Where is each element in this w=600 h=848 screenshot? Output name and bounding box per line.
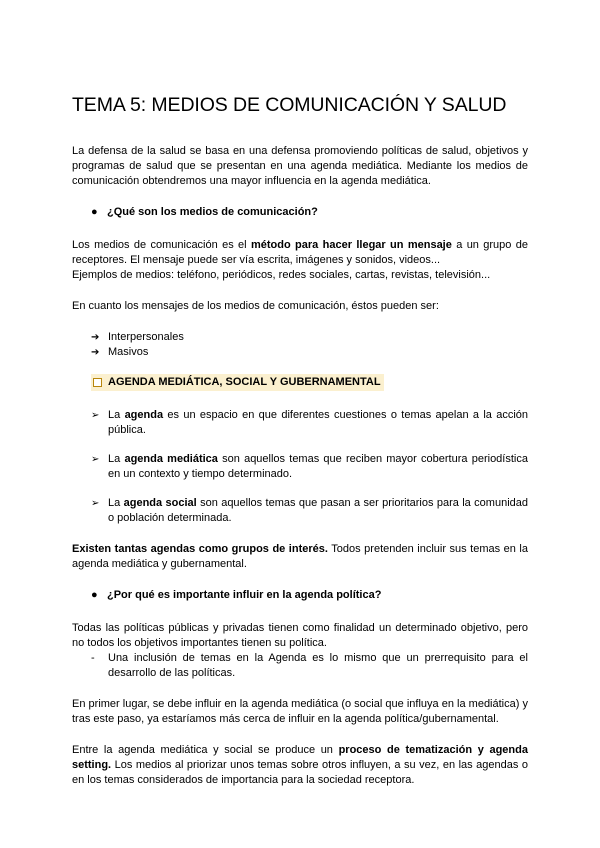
document-page bbox=[72, 92, 528, 788]
first-paragraph: En primer lugar, se debe influir en la agenda mediática (o social que influya en la mediática) y tras este paso, ya estaríamos más cerca de influir en la agenda política/gubernamental. bbox=[72, 698, 528, 725]
bullet-dot-icon: ● bbox=[91, 589, 98, 601]
definition-item: ➢ La agenda es un espacio en que diferentes cuestiones o temas apelan a la acción pública. bbox=[91, 409, 529, 436]
section-heading: AGENDA MEDIÁTICA, SOCIAL Y GUBERNAMENTAL bbox=[91, 374, 384, 391]
types-list bbox=[72, 330, 528, 360]
policies-paragraph: Todas las políticas públicas y privadas tienen como finalidad un determinado objetivo, pero no todos los objetivos importantes tienen su política. bbox=[72, 622, 528, 649]
dash-list-item: - Una inclusión de temas en la Agenda es lo mismo que un prerrequisito para el desarrollo de las políticas. bbox=[91, 652, 528, 679]
chevron-arrow-icon: ➢ bbox=[91, 410, 100, 421]
bullet-dot-icon: ● bbox=[91, 206, 98, 218]
list-item: ➔ Interpersonales bbox=[91, 331, 184, 343]
examples-line: Ejemplos de medios: teléfono, periódicos, redes sociales, cartas, revistas, televisión... bbox=[72, 269, 491, 281]
question-bullet-1: ● ¿Qué son los medios de comunicación? bbox=[91, 206, 318, 218]
question-bullet-2: ● ¿Por qué es importante influir en la agenda política? bbox=[91, 589, 382, 601]
definition-item: ➢ La agenda social son aquellos temas que pasan a ser prioritarios para la comunidad o población determinada. bbox=[91, 497, 528, 524]
chevron-arrow-icon: ➢ bbox=[91, 498, 100, 509]
chevron-arrow-icon: ➢ bbox=[91, 454, 100, 465]
last-paragraph: Entre la agenda mediática y social se produce un proceso de tematización y agenda setting. Los medios al priorizar unos temas sobre otros influyen, a su vez, en las agendas o en los temas considerados de importancia para la sociedad receptora. bbox=[72, 744, 528, 786]
checkbox-icon bbox=[93, 378, 102, 387]
list-item: ➔ Masivos bbox=[91, 346, 149, 358]
groups-paragraph: Existen tantas agendas como grupos de interés. Todos pretenden incluir sus temas en la agenda mediática y gubernamental. bbox=[72, 543, 528, 570]
page-title: TEMA 5: MEDIOS DE COMUNICACIÓN Y SALUD bbox=[72, 94, 507, 116]
definition-paragraph: Los medios de comunicación es el método para hacer llegar un mensaje a un grupo de receptores. El mensaje puede ser vía escrita, imágenes y sonidos, videos... Ejemplos de medios: teléfono, periódicos, redes sociales, cartas, revistas, televisión... bbox=[72, 239, 529, 281]
intro-paragraph: La defensa de la salud se basa en una defensa promoviendo políticas de salud, objetivos y programas de salud que se presentan en una agenda mediática. Mediante los medios de comunicación obtendremos una mayor influencia en la agenda mediática. bbox=[72, 145, 528, 187]
definition-item: ➢ La agenda mediática son aquellos temas que reciben mayor cobertura periodística en un contexto y tiempo determinado. bbox=[91, 453, 528, 480]
right-arrow-icon: ➔ bbox=[91, 347, 100, 358]
types-intro: En cuanto los mensajes de los medios de comunicación, éstos pueden ser: bbox=[72, 300, 439, 312]
right-arrow-icon: ➔ bbox=[91, 332, 100, 343]
